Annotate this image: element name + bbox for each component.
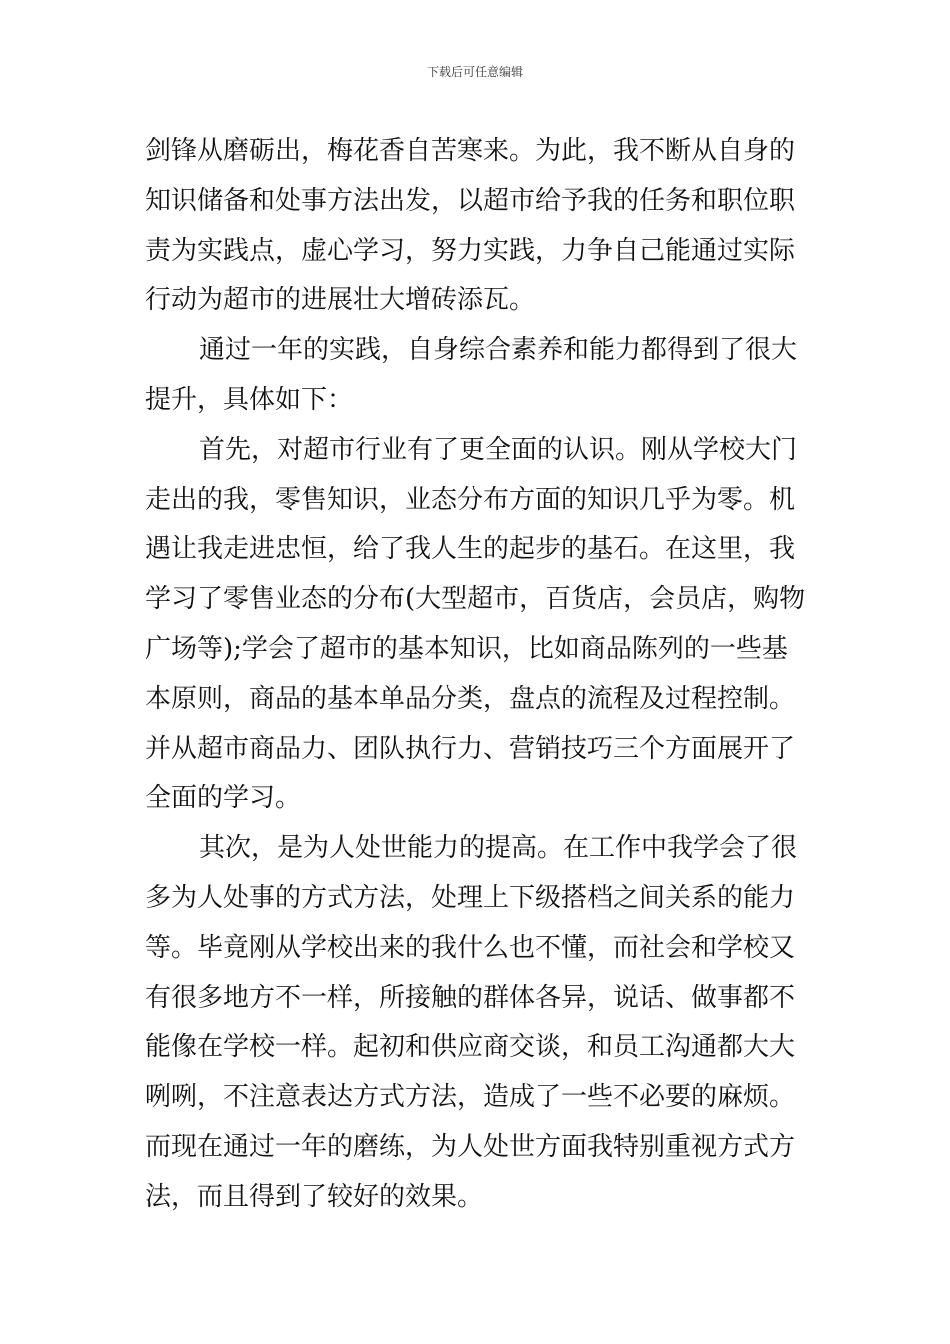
text-line: 全面的学习。 [145, 783, 302, 814]
text-line: 广场等);学会了超市的基本知识，比如商品陈列的一些基 [145, 633, 788, 664]
text-line: 首先，对超市行业有了更全面的认识。刚从学校大门 [199, 434, 798, 465]
text-line: 有很多地方不一样，所接触的群体各异，说话、做事都不 [145, 982, 796, 1013]
text-line: 等。毕竟刚从学校出来的我什么也不懂，而社会和学校又 [145, 932, 796, 963]
text-line: 知识储备和处事方法出发，以超市给予我的任务和职位职 [145, 185, 796, 216]
text-line: 责为实践点，虚心学习，努力实践，力争自己能通过实际 [145, 235, 796, 266]
paragraph-2 [145, 326, 807, 426]
text-line: 咧咧，不注意表达方式方法，造成了一些不必要的麻烦。 [145, 1082, 796, 1113]
text-line: 遇让我走进忠恒，给了我人生的起步的基石。在这里，我 [145, 534, 796, 565]
paragraph-3 [145, 426, 807, 824]
text-line: 其次，是为人处世能力的提高。在工作中我学会了很 [199, 833, 798, 864]
text-line: 提升，具体如下： [145, 384, 354, 415]
text-line: 通过一年的实践，自身综合素养和能力都得到了很大 [199, 335, 798, 366]
text-line: 能像在学校一样。起初和供应商交谈，和员工沟通都大大 [145, 1032, 796, 1063]
text-line: 剑锋从磨砺出，梅花香自苦寒来。为此，我不断从自身的 [145, 136, 796, 166]
text-line: 学习了零售业态的分布(大型超市，百货店，会员店，购物 [145, 584, 806, 615]
text-line: 并从超市商品力、团队执行力、营销技巧三个方面展开了 [145, 733, 796, 764]
text-line: 而现在通过一年的磨练，为人处世方面我特别重视方式方 [145, 1131, 796, 1162]
paragraph-4 [145, 824, 807, 1222]
page-header-note: 下载后可任意编辑 [426, 65, 523, 79]
text-line: 走出的我，零售知识，业态分布方面的知识几乎为零。机 [145, 484, 796, 515]
text-line: 本原则，商品的基本单品分类，盘点的流程及过程控制。 [145, 683, 796, 714]
text-line: 行动为超市的进展壮大增砖添瓦。 [145, 285, 536, 316]
document-body [145, 127, 807, 1223]
paragraph-1 [145, 127, 807, 326]
text-line: 多为人处事的方式方法，处理上下级搭档之间关系的能力 [145, 882, 796, 913]
text-line: 法，而且得到了较好的效果。 [145, 1181, 484, 1212]
